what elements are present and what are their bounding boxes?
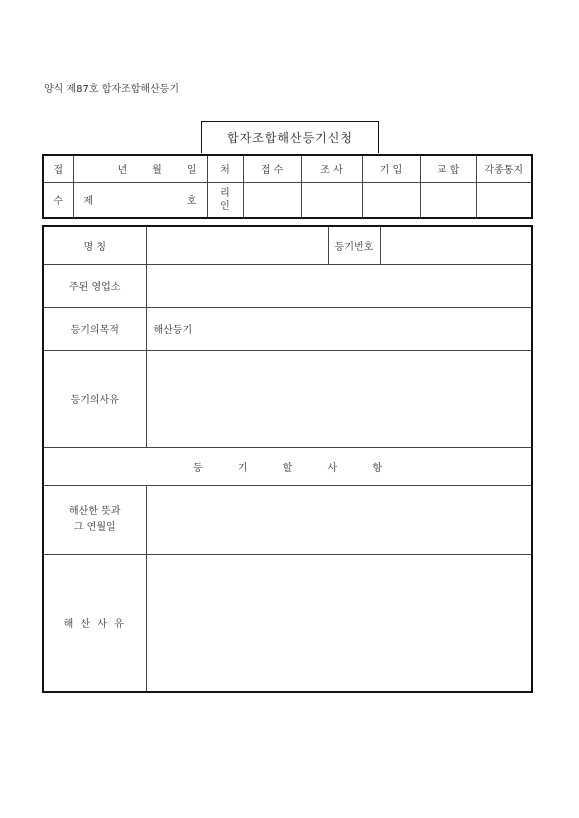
form-title-text: 합자조합해산등기신청 bbox=[227, 131, 353, 145]
entry-stamp-cell[interactable] bbox=[362, 182, 420, 218]
reg-number-label: 등기번호 bbox=[328, 226, 380, 264]
number-prefix: 제 bbox=[83, 196, 94, 208]
investigation-stamp-cell[interactable] bbox=[301, 182, 362, 218]
handler-label-1: 처 bbox=[207, 155, 243, 182]
dissolution-reason-label: 해 산 사 유 bbox=[43, 554, 146, 692]
receipt-date-cell[interactable] bbox=[73, 155, 207, 182]
dissolution-date-label-line1: 해산한 뜻과 bbox=[69, 505, 121, 517]
office-label: 주된 영업소 bbox=[43, 264, 146, 307]
number-suffix: 호 bbox=[186, 196, 197, 208]
reg-number-value[interactable] bbox=[380, 226, 532, 264]
form-number: 양식 제87호 합자조합해산등기 bbox=[44, 84, 180, 95]
day-label: 일 bbox=[186, 165, 197, 177]
receipt-label-top: 접 bbox=[43, 155, 73, 182]
dissolution-reason-value[interactable] bbox=[146, 554, 532, 692]
col-investigation: 조 사 bbox=[301, 155, 362, 182]
name-label: 명 칭 bbox=[83, 241, 106, 253]
col-verification: 교 합 bbox=[420, 155, 476, 182]
col-notices: 각종통지 bbox=[476, 155, 532, 182]
receipt-stamp-cell[interactable] bbox=[243, 182, 301, 218]
col-entry: 기 입 bbox=[362, 155, 420, 182]
name-value[interactable] bbox=[146, 226, 328, 264]
dissolution-date-value[interactable] bbox=[146, 485, 532, 554]
verification-stamp-cell[interactable] bbox=[420, 182, 476, 218]
dissolution-date-label bbox=[43, 485, 146, 554]
month-label: 월 bbox=[152, 165, 162, 177]
matters-header: 등 기 할 사 항 bbox=[43, 447, 532, 485]
handler-label-2-3 bbox=[207, 182, 243, 218]
notices-stamp-cell[interactable] bbox=[476, 182, 532, 218]
handler-label-3: 인 bbox=[220, 200, 230, 212]
form-title bbox=[201, 121, 379, 153]
handler-label-2: 리 bbox=[220, 187, 230, 199]
dissolution-date-label-line2: 그 연월일 bbox=[73, 521, 116, 533]
purpose-label: 등기의목적 bbox=[43, 307, 146, 350]
receipt-number-cell[interactable] bbox=[73, 182, 207, 218]
purpose-value[interactable]: 해산등기 bbox=[146, 307, 532, 350]
office-value[interactable] bbox=[146, 264, 532, 307]
col-receipt: 접 수 bbox=[243, 155, 301, 182]
reason-label: 등기의사유 bbox=[43, 350, 146, 447]
receipt-table bbox=[42, 154, 533, 219]
year-label: 년 bbox=[117, 165, 128, 177]
name-label-cell bbox=[43, 226, 146, 264]
application-table bbox=[42, 225, 533, 693]
receipt-label-bottom: 수 bbox=[43, 182, 73, 218]
reason-value[interactable] bbox=[146, 350, 532, 447]
